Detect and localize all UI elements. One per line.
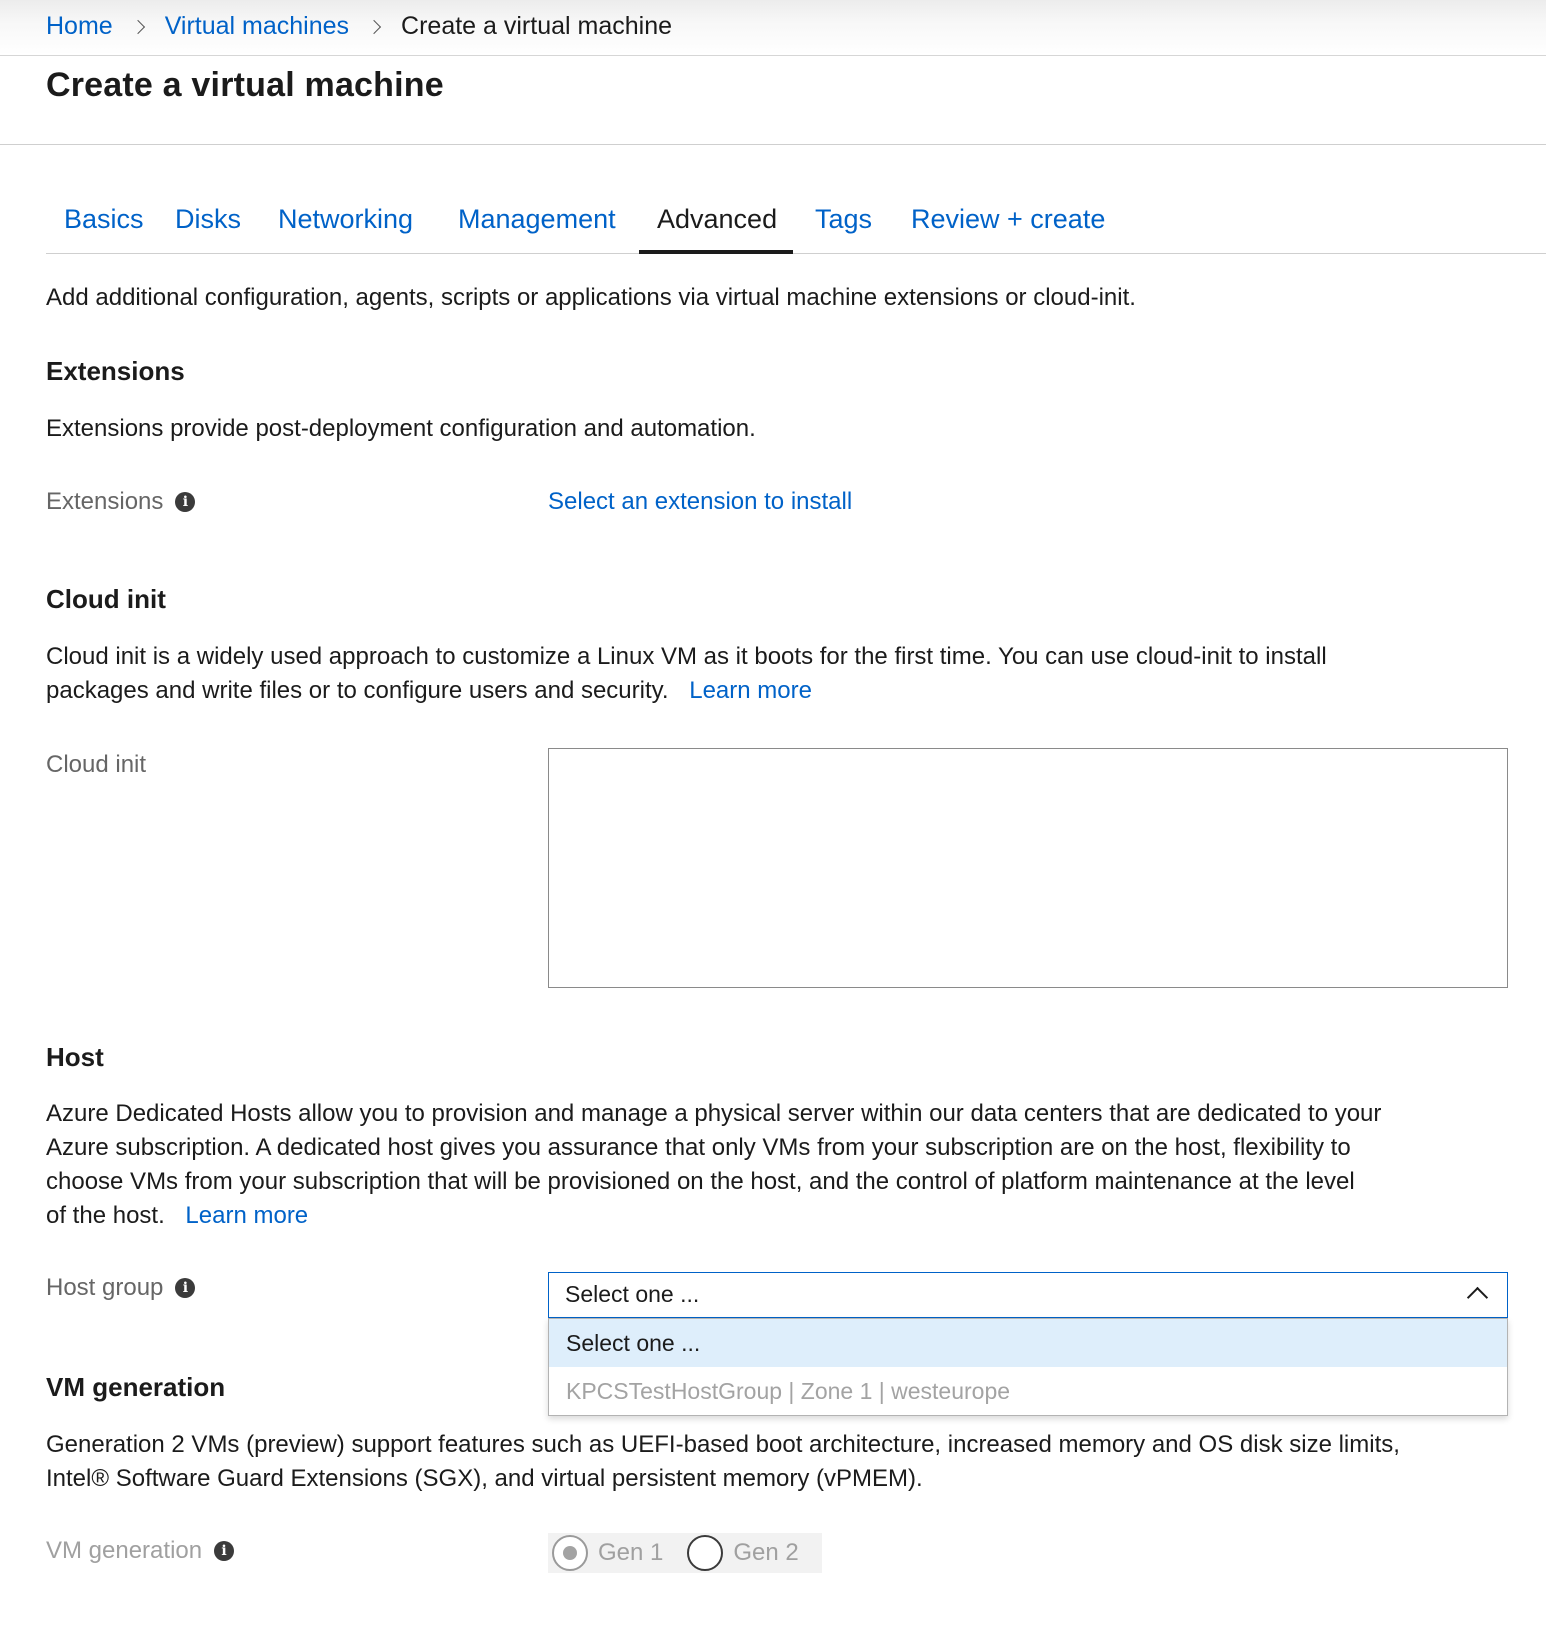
- extensions-label: [46, 488, 195, 516]
- cloud-init-textarea[interactable]: [548, 748, 1508, 988]
- cloud-init-label-text: Cloud init: [46, 751, 147, 778]
- page-title: Create a virtual machine: [46, 66, 444, 104]
- chevron-right-icon: [131, 15, 147, 39]
- extensions-label-text: Extensions: [46, 488, 164, 515]
- vm-generation-radio-group: [548, 1533, 822, 1573]
- dropdown-option-select-one[interactable]: Select one ...: [549, 1319, 1507, 1367]
- title-divider: [0, 144, 1546, 145]
- host-description-line3: choose VMs from your subscription that will be provisioned on the host, and the control of platform maintenance at the level: [46, 1168, 1355, 1195]
- select-extension-link[interactable]: Select an extension to install: [548, 488, 853, 515]
- cloud-init-heading: Cloud init: [46, 584, 166, 614]
- radio-gen1-label: Gen 1: [598, 1539, 664, 1566]
- breadcrumb: [46, 12, 672, 41]
- info-icon[interactable]: i: [175, 1278, 195, 1298]
- tab-networking[interactable]: Networking: [278, 204, 414, 234]
- vm-generation-label-text: VM generation: [46, 1537, 203, 1564]
- breadcrumb-virtual-machines-link[interactable]: Virtual machines: [164, 12, 350, 40]
- host-group-selected-value: Select one ...: [565, 1281, 700, 1307]
- tab-basics[interactable]: Basics: [64, 204, 144, 234]
- tab-tags[interactable]: Tags: [815, 204, 873, 234]
- tab-advanced[interactable]: Advanced: [657, 204, 778, 234]
- chevron-up-icon: [1467, 1287, 1488, 1308]
- breadcrumb-home-link[interactable]: Home: [46, 12, 113, 40]
- active-tab-indicator: [639, 250, 793, 254]
- chevron-right-icon: [367, 15, 383, 39]
- dropdown-option-host-group[interactable]: KPCSTestHostGroup | Zone 1 | westeurope: [566, 1378, 1011, 1404]
- intro-text: Add additional configuration, agents, scripts or applications via virtual machine extensions or cloud-init.: [46, 284, 1136, 311]
- host-description-text: of the host.: [46, 1202, 165, 1229]
- radio-gen1[interactable]: [552, 1535, 663, 1571]
- host-group-label-text: Host group: [46, 1274, 164, 1301]
- info-icon[interactable]: i: [175, 492, 195, 512]
- vm-generation-description-line1: Generation 2 VMs (preview) support features such as UEFI-based boot architecture, increased memory and OS disk size limits,: [46, 1431, 1400, 1458]
- cloud-init-label: [46, 751, 146, 779]
- vm-generation-label: [46, 1537, 234, 1565]
- vm-generation-heading: VM generation: [46, 1372, 226, 1402]
- extensions-heading: Extensions: [46, 356, 185, 386]
- tab-review-create[interactable]: Review + create: [911, 204, 1106, 234]
- host-description-line1: Azure Dedicated Hosts allow you to provision and manage a physical server within our data centers that are dedicated to your: [46, 1100, 1382, 1127]
- breadcrumb-current: Create a virtual machine: [401, 12, 673, 40]
- radio-gen2[interactable]: [687, 1535, 798, 1571]
- host-group-select[interactable]: [548, 1272, 1508, 1318]
- tab-disks[interactable]: Disks: [175, 204, 241, 234]
- host-group-dropdown: [548, 1318, 1508, 1416]
- host-description-line2: Azure subscription. A dedicated host gives you assurance that only VMs from your subscription are on the host, flexibility to: [46, 1134, 1351, 1161]
- cloud-init-description-text: packages and write files or to configure users and security.: [46, 677, 669, 704]
- tab-bar: [46, 196, 1546, 254]
- host-description-line4: [46, 1199, 308, 1233]
- info-icon[interactable]: i: [214, 1541, 234, 1561]
- extensions-description: Extensions provide post-deployment configuration and automation.: [46, 415, 756, 442]
- cloud-init-description-line2: [46, 674, 812, 708]
- host-heading: Host: [46, 1042, 104, 1072]
- top-bar: [0, 0, 1546, 56]
- radio-gen2-label: Gen 2: [733, 1539, 799, 1566]
- vm-generation-description-line2: Intel® Software Guard Extensions (SGX), and virtual persistent memory (vPMEM).: [46, 1465, 923, 1492]
- cloud-init-description-line1: Cloud init is a widely used approach to customize a Linux VM as it boots for the first time. You can use cloud-init to install: [46, 643, 1327, 670]
- cloud-init-learn-more-link[interactable]: Learn more: [689, 677, 812, 704]
- host-learn-more-link[interactable]: Learn more: [185, 1202, 309, 1229]
- radio-unchecked-icon: [687, 1535, 723, 1571]
- host-group-label: [46, 1274, 195, 1302]
- radio-checked-icon: [552, 1535, 588, 1571]
- tab-management[interactable]: Management: [458, 204, 616, 234]
